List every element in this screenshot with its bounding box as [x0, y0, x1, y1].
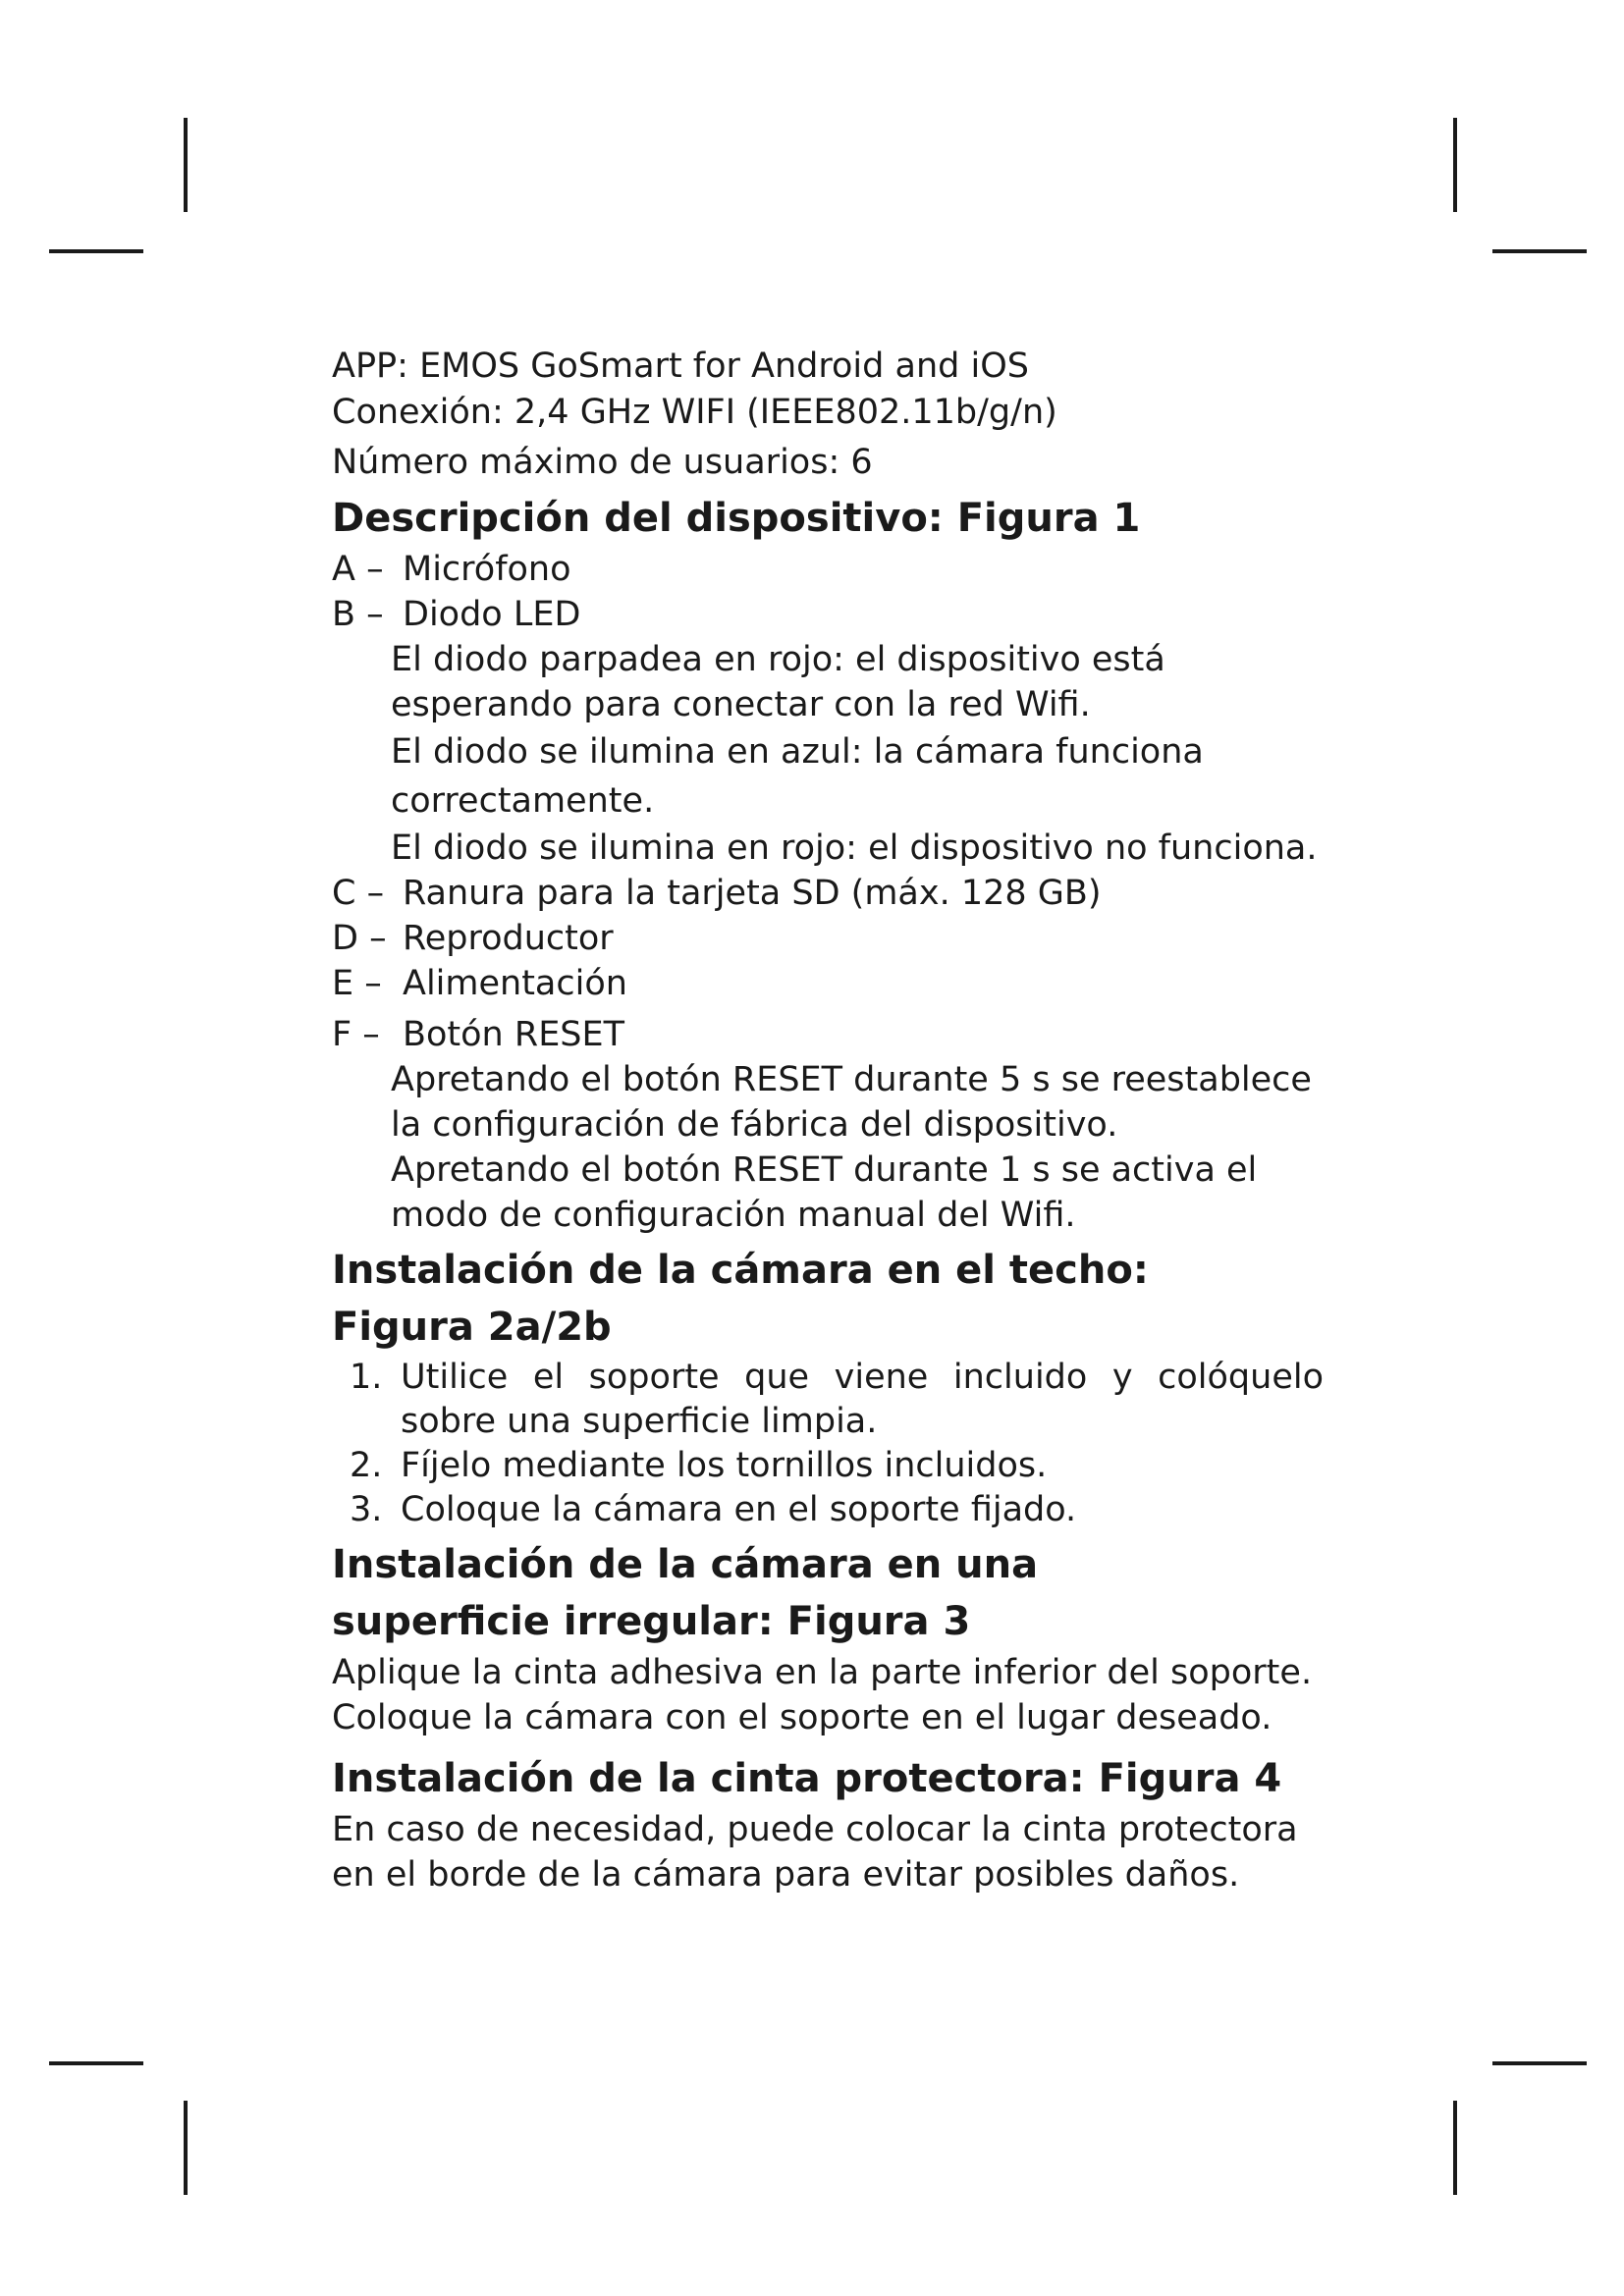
tape-heading: Instalación de la cinta protectora: Figura 4: [332, 1756, 1282, 1801]
reset-note-5s: Apretando el botón RESET durante 5 s se reestablece la configuración de fábrica del dispositivo.: [391, 1060, 1312, 1145]
crop-mark-top-left-horizontal: [49, 249, 143, 253]
ceiling-step-1: 1. Utilice el soporte que viene incluido y colóquelo sobre una superficie limpia.: [350, 1358, 1324, 1441]
ceiling-step-3: 3. Coloque la cámara en el soporte fijado.: [350, 1490, 1077, 1529]
tape-text: En caso de necesidad, puede colocar la cinta protectora en el borde de la cámara para evitar posibles daños.: [332, 1810, 1298, 1895]
crop-mark-bottom-right-vertical: [1453, 2101, 1457, 2195]
spec-app: APP: EMOS GoSmart for Android and iOS: [332, 347, 1029, 386]
crop-mark-bottom-left-vertical: [184, 2101, 188, 2195]
description-item-c: C – Ranura para la tarjeta SD (máx. 128 GB): [332, 874, 1102, 913]
irregular-line-1: Aplique la cinta adhesiva en la parte inferior del soporte.: [332, 1653, 1313, 1692]
crop-mark-top-right-horizontal: [1492, 249, 1587, 253]
description-item-a: A – Micrófono: [332, 550, 571, 589]
led-note-blue: El diodo se ilumina en azul: la cámara funciona correctamente.: [391, 732, 1204, 821]
reset-notes: [332, 1057, 1324, 1238]
irregular-heading: Instalación de la cámara en una superficie irregular: Figura 3: [332, 1542, 1039, 1644]
led-note-red-blinking: El diodo parpadea en rojo: el dispositivo está esperando para conectar con la red Wifi.: [391, 640, 1165, 724]
ceiling-step-2: 2. Fíjelo mediante los tornillos incluidos.: [350, 1446, 1048, 1485]
led-notes: [332, 637, 1324, 871]
description-item-b: B – Diodo LED: [332, 595, 581, 634]
led-note-red: El diodo se ilumina en rojo: el dispositivo no funciona.: [391, 828, 1318, 868]
spec-max-users: Número máximo de usuarios: 6: [332, 443, 873, 482]
description-item-f: F – Botón RESET: [332, 1015, 625, 1054]
crop-mark-bottom-left-horizontal: [49, 2061, 143, 2065]
reset-note-1s: Apretando el botón RESET durante 1 s se activa el modo de configuración manual del Wifi.: [391, 1150, 1258, 1235]
spec-connection: Conexión: 2,4 GHz WIFI (IEEE802.11b/g/n): [332, 393, 1057, 432]
description-item-e: E – Alimentación: [332, 964, 627, 1003]
manual-page-content: [332, 344, 1324, 1897]
description-item-d: D – Reproductor: [332, 919, 614, 958]
crop-mark-top-right-vertical: [1453, 118, 1457, 212]
irregular-line-2: Coloque la cámara con el soporte en el lugar deseado.: [332, 1698, 1272, 1737]
crop-mark-top-left-vertical: [184, 118, 188, 212]
description-heading: Descripción del dispositivo: Figura 1: [332, 496, 1141, 541]
ceiling-heading: Instalación de la cámara en el techo: Figura 2a/2b: [332, 1248, 1149, 1350]
crop-mark-bottom-right-horizontal: [1492, 2061, 1587, 2065]
